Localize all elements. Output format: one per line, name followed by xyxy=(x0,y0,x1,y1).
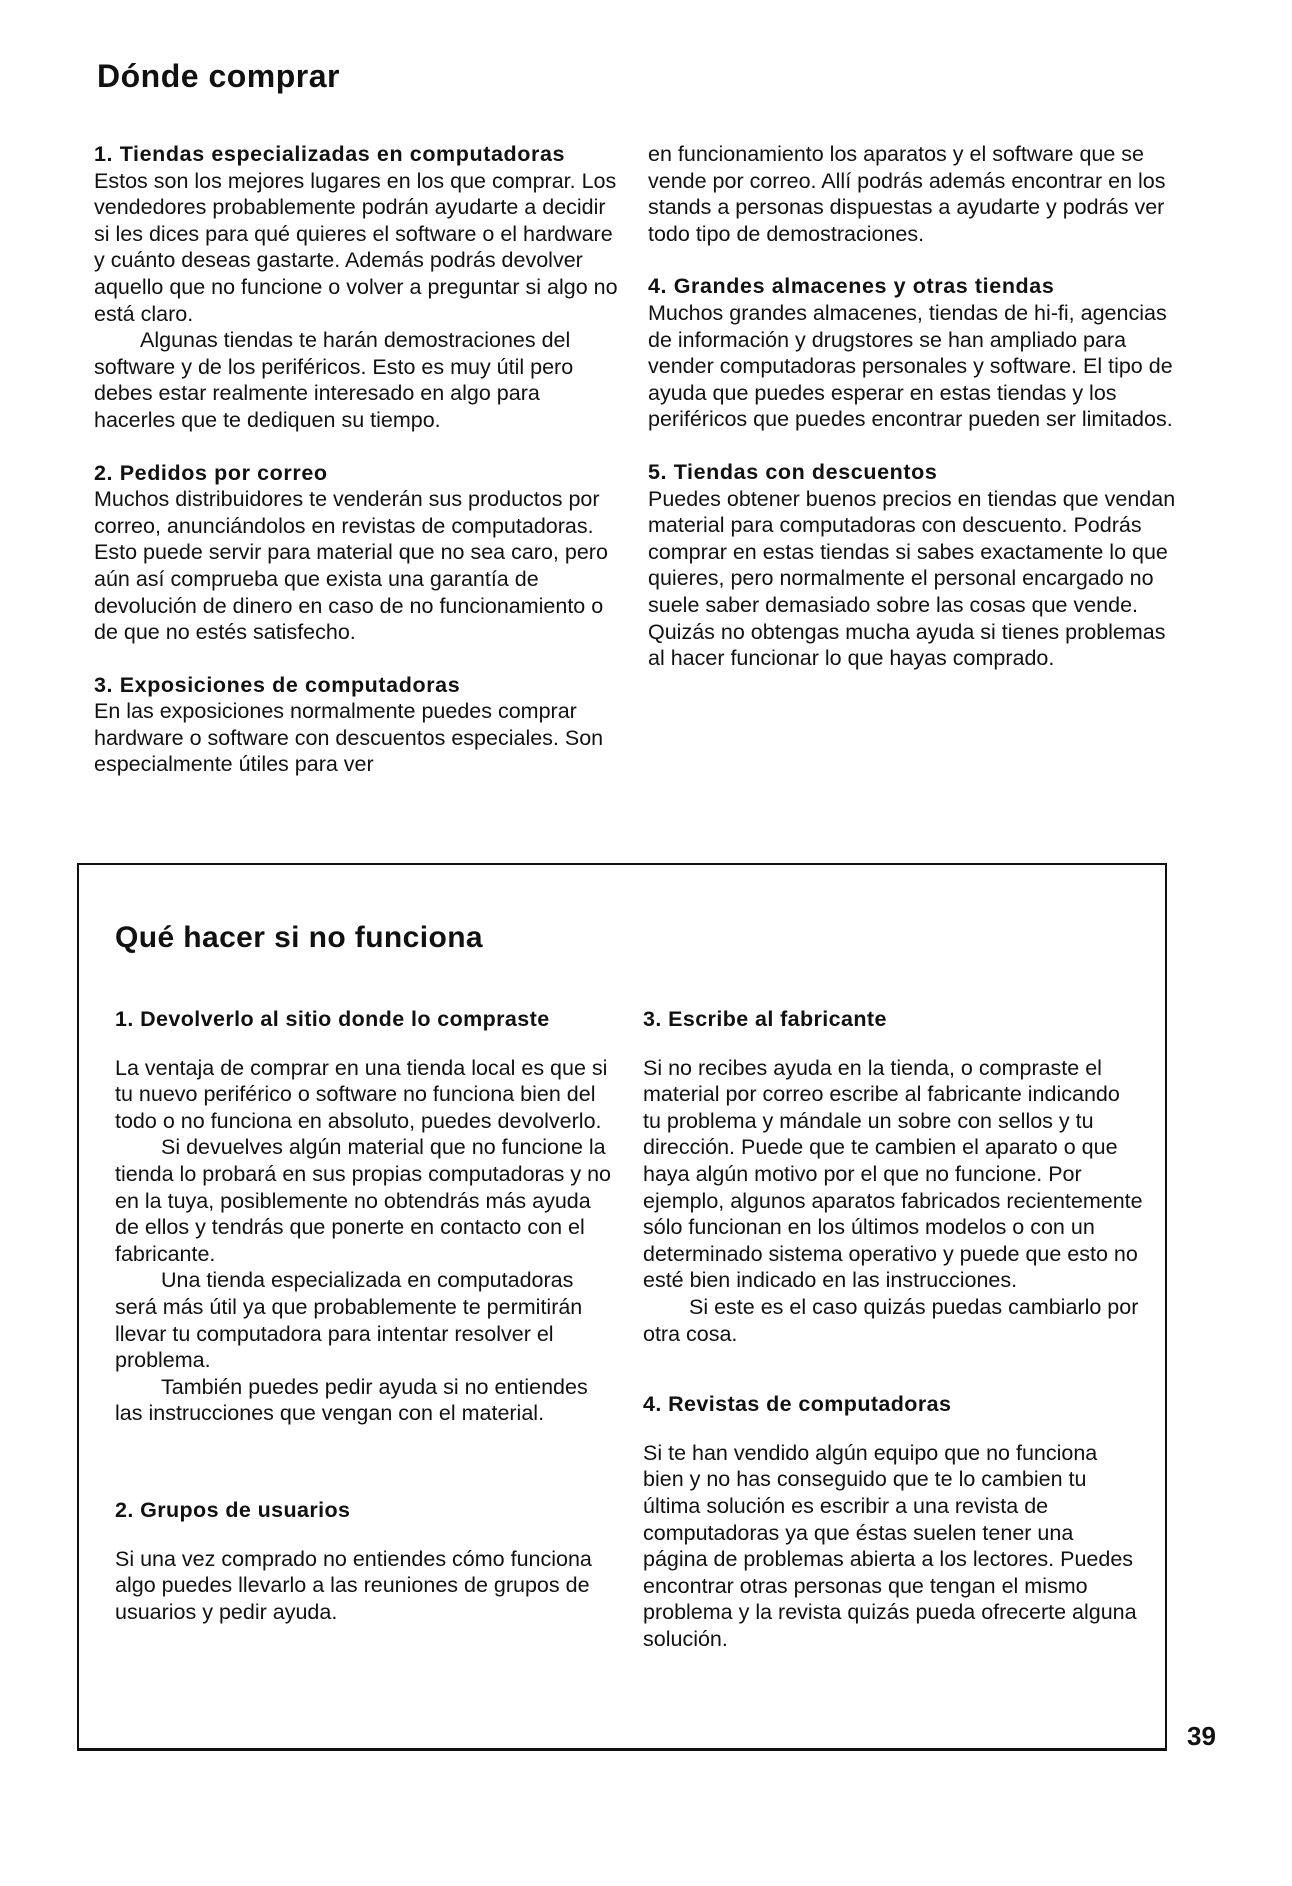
paragraph: Algunas tiendas te harán demostraciones del software y de los periféricos. Esto es muy útil pero debes estar realmente interesado en algo para hacerles que te dediquen su tiempo. xyxy=(94,328,574,432)
section-heading: 3. Escribe al fabricante xyxy=(643,1007,887,1031)
section-escribe-fabricante xyxy=(643,1006,1143,1347)
paragraph: También puedes pedir ayuda si no entiendes las instrucciones que vengan con el material. xyxy=(115,1374,588,1426)
section-pedidos-por-correo xyxy=(94,460,624,646)
paragraph: Si te han vendido algún equipo que no funciona bien y no has conseguido que te lo cambien tu última solución es escribir a una revista de computadoras ya que éstas suelen tener una página de problemas abierta a los lectores. Puedes encontrar otras personas que tengan el mismo problema y la revista quizás pueda ofrecerte alguna solución. xyxy=(643,1440,1137,1651)
paragraph: Si una vez comprado no entiendes cómo funciona algo puedes llevarlo a las reuniones de grupos de usuarios y pedir ayuda. xyxy=(115,1546,592,1624)
page-title: Dónde comprar xyxy=(97,58,340,94)
paragraph: Una tienda especializada en computadoras será más útil ya que probablemente te permitirán llevar tu computadora para intentar resolver el problema. xyxy=(115,1268,583,1373)
section-heading: 2. Grupos de usuarios xyxy=(115,1497,351,1522)
section-exposiciones xyxy=(94,672,624,778)
paragraph: Puedes obtener buenos precios en tiendas que vendan material para computadoras con descuento. Podrás comprar en estas tiendas si sabes exactamente lo que quieres, pero normalmente el personal encargado no suele saber demasiado sobre las cosas que vende. Quizás no obtengas mucha ayuda si tienes problemas al hacer funcionar lo que hayas comprado. xyxy=(648,486,1176,671)
paragraph: Muchos grandes almacenes, tiendas de hi-fi, agencias de información y drugstores se han ampliado para vender computadoras personales y software. El tipo de ayuda que puedes esperar en estas tiendas y los periféricos que puedes encontrar pueden ser limitados. xyxy=(648,300,1173,432)
paragraph: En las exposiciones normalmente puedes comprar hardware o software con descuentos especiales. Son especialmente útiles para ver xyxy=(94,699,604,777)
box-left-column xyxy=(115,1006,615,1625)
section-heading: 1. Tiendas especializadas en computadoras xyxy=(94,142,566,166)
section-heading: 2. Pedidos por correo xyxy=(94,460,328,485)
section-revistas xyxy=(643,1391,1143,1652)
section-tiendas-descuentos xyxy=(648,459,1178,672)
section-heading: 5. Tiendas con descuentos xyxy=(648,459,938,484)
section-devolverlo xyxy=(115,1006,615,1427)
section-heading: 3. Exposiciones de computadoras xyxy=(94,672,461,697)
section-tiendas-especializadas xyxy=(94,141,624,434)
box-right-column xyxy=(643,1006,1143,1652)
box-title: Qué hacer si no funciona xyxy=(115,921,484,954)
top-left-column xyxy=(94,141,624,778)
paragraph: Si no recibes ayuda en la tienda, o compraste el material por correo escribe al fabricante indicando tu problema y mándale un sobre con sellos y tu dirección. Puede que te cambien el aparato o que haya algún motivo por el que no funcione. Por ejemplo, algunos aparatos fabricados recientemente sólo funcionan en los últimos modelos o con un determinado sistema operativo y puede que esto no esté bien indicado en las instrucciones. xyxy=(643,1055,1143,1293)
paragraph-continued: en funcionamiento los aparatos y el software que se vende por correo. Allí podrás además encontrar en los stands a personas dispuestas a ayudarte y podrás ver todo tipo de demostraciones. xyxy=(648,142,1166,246)
top-right-column xyxy=(648,141,1178,672)
paragraph: Si devuelves algún material que no funcione la tienda lo probará en sus propias computadoras y no en la tuya, posiblemente no obtendrás más ayuda de ellos y tendrás que ponerte en contacto con el fabricante. xyxy=(115,1135,612,1266)
paragraph: Muchos distribuidores te venderán sus productos por correo, anunciándolos en revistas de computadoras. Esto puede servir para material que no sea caro, pero aún así comprueba que exista una garantía de devolución de dinero en caso de no funcionamiento o de que no estés satisfecho. xyxy=(94,487,608,645)
section-grupos-usuarios xyxy=(115,1497,615,1625)
section-heading: 4. Grandes almacenes y otras tiendas xyxy=(648,274,1055,299)
page-number: 39 xyxy=(1187,1721,1216,1751)
section-heading: 4. Revistas de computadoras xyxy=(643,1392,952,1417)
troubleshooting-box xyxy=(77,863,1167,1751)
paragraph: Si este es el caso quizás puedas cambiarlo por otra cosa. xyxy=(643,1294,1139,1346)
section-grandes-almacenes xyxy=(648,273,1178,433)
section-heading: 1. Devolverlo al sitio donde lo compraste xyxy=(115,1007,550,1031)
paragraph: Estos son los mejores lugares en los que comprar. Los vendedores probablemente podrán ayudarte a decidir si les dices para qué quieres el software o el hardware y cuánto deseas gastarte. Además podrás devolver aquello que no funcione o volver a preguntar si algo no está claro. xyxy=(94,168,618,326)
paragraph: La ventaja de comprar en una tienda local es que si tu nuevo periférico o software no funciona bien del todo o no funciona en absoluto, puedes devolverlo. xyxy=(115,1055,608,1133)
